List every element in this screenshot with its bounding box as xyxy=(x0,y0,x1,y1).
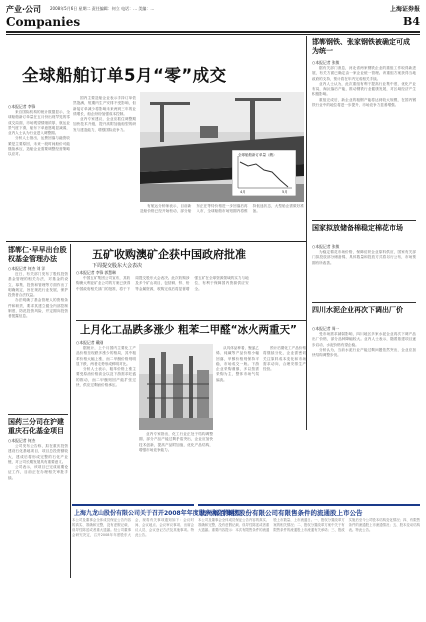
page-header-top xyxy=(6,4,420,14)
left-a-byline: ○本报记者 何杰 刘 洋 xyxy=(8,266,46,271)
lead-body-col1: 来自国际机构的统计数据显示，全球船舶新订单量在五月份出现罕见的零成交局面，市场观望情绪浓厚，航运业景气度下滑，船东下单意愿明显减弱，业内人士认为行业进入调整期。 分析人士指出，运费回落与融资收紧是主要原因，未来一段时间船价可能继续承压，造船企业需要调整经营策略以应对。 xyxy=(8,110,70,157)
notice-right-body: 本公司及董事会全体成员保证公告内容的真实、准确和完整，没有虚假记载、误导性陈述或者重大遗漏。重要内容提示：本次有限售条件的流通股上市数量、上市流通日。一、股权分置改革方案的相关情况；二、股权分置改革方案中关于有限售条件的流通股上市流通有关承诺；三、股改实施后至今公司股本结构变化情况；四、有限售条件的流通股上市流通情况；五、股本变动结构表。特此公告。 xyxy=(198,518,420,532)
issue-meta: 2008年5月6日 星期二 责任编辑：何立 电话：… 美编：… xyxy=(50,6,155,11)
left-a-title: 邯郸仁·早早出台股权基金管理办法 xyxy=(8,246,67,263)
chart-label-right: 5月 xyxy=(282,190,288,194)
mid-rule xyxy=(76,320,306,321)
notice-left-title: 上海九龙山股份有限公司关于召开2008年年度股东大会的通知 xyxy=(74,510,241,517)
notice-left-bar xyxy=(72,504,194,506)
header-rule-thin xyxy=(6,34,420,35)
left-a-body: 近日，有关部门发布了股权投资基金管理的相关办法，对基金的设立、募集、投资和管理等方面作出了明确规定，旨在规范行业发展，保护投资者合法权益。 办法明确了基金管理人的资格条件和职责，要求其建立健全内部控制制度，防范投资风险，并定期向投资者披露信息。 xyxy=(8,272,68,319)
lead-bottom-rule xyxy=(6,241,306,242)
mid-a-subtitle: 下周提交股东大会表决 xyxy=(92,263,143,269)
side-rule-1 xyxy=(312,220,416,221)
left-divider xyxy=(70,244,71,578)
chemical-plant-photo xyxy=(139,344,213,430)
header-rule xyxy=(6,31,420,33)
chart-caption: 全球船舶新订单量（艘） xyxy=(238,153,277,157)
lead-byline: ○本报记者 李锋 xyxy=(8,104,36,109)
left-b-title: 国药三分司在沪建重庆石化基金项目 xyxy=(8,418,64,435)
mid-a-byline: ○本报记者 李锋 郭慧琳 xyxy=(76,270,116,275)
side-a-body: 据有关部门消息，河北省两家钢铁企业的重组工作取得新进展，有关方面已确定由一家企业统一管理。该重组方案获得当地政府的支持，预计将在年内完成相关手续。 业内人士认为，此次重组有利于提高行业集中度，优化产业布局，淘汰落后产能，推动钢铁行业健康发展，对区域经济产生积极影响。 重组完成后，新企业的粗钢产能将达到较大规模，在国内钢铁行业中的地位将进一步提升，市场竞争力显著增强。 xyxy=(312,66,416,108)
mid-b-body-1: 据统计，上个月国内主要化工产品价格呈现跌多涨少的格局，其中粗苯价格大幅上涨，而二甲醚价格则明显下跌，两者走势形成鲜明对比。 分析人士表示，粗苯价格上涨主要受原油价格高企以及下游需求旺盛的推动，而二甲醚则因产能扩张过快、供应过剩而价格承压。 xyxy=(76,346,136,388)
mid-b-body-2: 业内专家指出，化工行业正处于结构调整期，部分产品产能过剩矛盾突出，企业应加快技术创新，提高产品附加值，优化产品结构，增强市场竞争能力。 xyxy=(139,432,213,452)
side-rule-2 xyxy=(312,302,416,303)
side-c-body: 受市场需求减弱影响，四川地区多家水泥企业再次下调产品出厂价格，部分品种降幅较大。业内人士表示，随着基建项目逐步启动，水泥价格有望企稳。 分析认为，当前水泥行业产能过剩问题依然突出，企业应加快结构调整步伐。 xyxy=(312,332,416,358)
mid-b-body-3: 从具体品种看，聚氯乙烯、纯碱等产品价格小幅回落，甲醇价格则保持平稳，市场成交一般。下游企业采购谨慎，多以按需采购为主，整体市场气氛偏淡。 预计后期化工产品价格将继续分化，企业需密切关注原料成本变化和市场需求动向，合理安排生产经营。 xyxy=(216,346,306,382)
lead-headline: 全球船舶订单5月“零”成交 xyxy=(22,66,227,85)
side-c-title: 四川水泥企业再次下调出厂价 xyxy=(312,306,403,314)
side-c-byline: ○本报记者 周一 xyxy=(312,326,340,331)
left-b-byline: ○本报记者 何杰 xyxy=(8,438,36,443)
section-english-title: Companies xyxy=(6,15,81,29)
page-number: B4 xyxy=(403,15,420,28)
left-b-body: 公司发布公告称，拟在重庆投资建设石化基地项目，项目总投资额较大，建成后将形成完整的石化产业链，对公司长期发展具有重要意义。 公司表示，该项目已完成前期论证工作，目前正在办理相关审批手续。 xyxy=(8,444,68,480)
side-a-byline: ○本报记者 张敏 xyxy=(312,60,340,65)
side-b-byline: ○本报记者 张敏 xyxy=(312,244,340,249)
notice-right-title: 杭州解百集团股份有限公司有限售条件的流通股上市公告 xyxy=(200,509,363,517)
notice-right-bar xyxy=(198,504,420,506)
notice-left-body: 本公司及董事会全体成员保证公告内容的真实、准确和完整，没有虚假记载、误导性陈述或者重大遗漏。经公司董事会研究决定，召开2008年年度股东大会，现将有关事项通知如下：会议时间、会议地点、会议审议事项、出席会议人员、会议登记方法及其他事项。特此公告。 xyxy=(72,518,194,537)
mid-b-byline: ○本报记者 戴刚 xyxy=(76,340,104,345)
chart-label-left: 4月 xyxy=(240,190,246,194)
mid-a-body: 中国五矿集团公司宣布，其收购澳大利亚矿业公司的方案已获得中国政府相关部门的批准，将于下周提交股东大会表决。此次收购涉及多个矿山项目，包括铜、锌、铅等金属资源，收购完成后将显著增强五矿在全球资源领域的实力与地位，有利于保障国内资源供应安全。 xyxy=(76,276,249,291)
side-b-body: 为稳定棉花市场价格，保障纺织企业原料供应，国家有关部门拟投放部分储备棉，具体数量和投放方式将另行公布，市场预期有所改善。 xyxy=(312,250,416,265)
lead-body-col2: 国内主要造船企业表示手持订单依然饱满，短期内生产安排不受影响，但新接订单减少将影响未来两到三年的业绩增长，船企纷纷加强成本控制。 业内专家建议，企业应抓住调整期加快技术升级，提升高附加值船型的研发与建造能力，增强国际竞争力。 xyxy=(73,96,136,132)
mid-a-title: 五矿收购澳矿企获中国政府批准 xyxy=(92,248,246,261)
side-divider xyxy=(306,36,307,430)
newspaper-name: 上海证券报 xyxy=(389,6,420,13)
mid-b-title: 上月化工品跌多涨少 粗苯二甲醛“冰火两重天” xyxy=(80,324,297,336)
lead-body-col3: 有航运分析师表示，目前新造船价格已经开始松动，部分船东正在等待价格进一步回落后再入市，全球船舶市场短期内将维持低迷状态，大型船企需做好准备。 xyxy=(140,204,304,214)
side-a-title: 邯郸钢铁、张家钢铁被确定可成为统一 xyxy=(312,38,410,55)
side-b-title: 国家拟放储备棉稳定棉花市场 xyxy=(312,224,403,232)
left-rule-1 xyxy=(8,414,68,415)
section-name: 产业·公司 xyxy=(6,5,42,14)
